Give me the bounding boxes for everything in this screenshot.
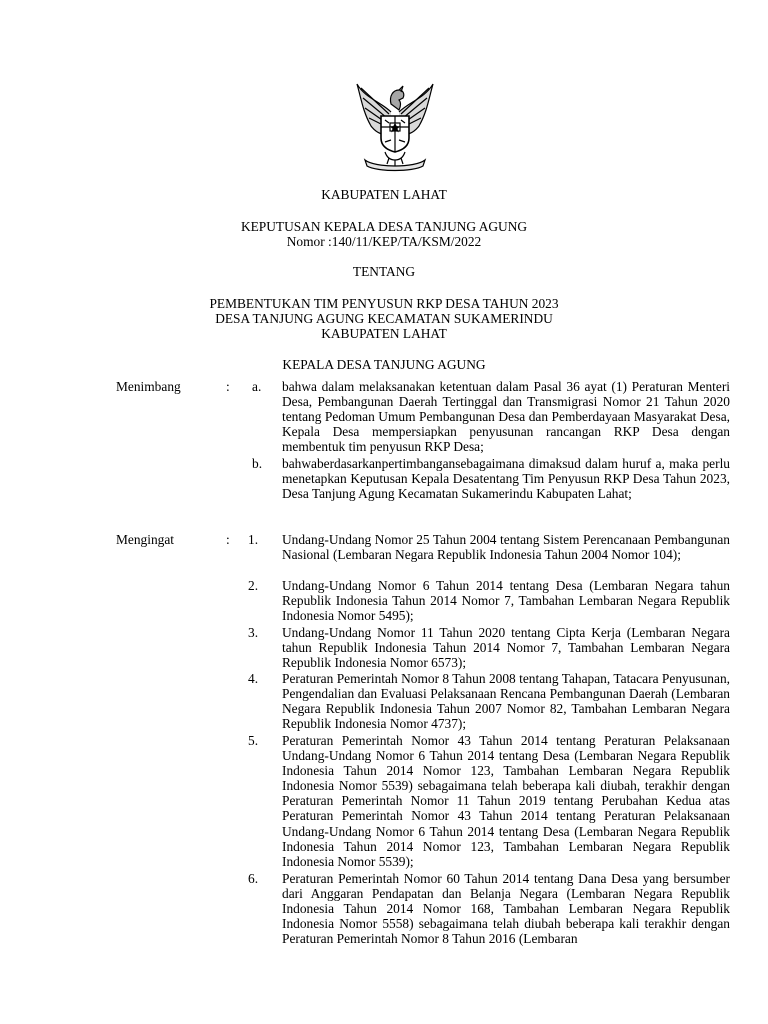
menimbang-item-b-marker: b. [252, 456, 263, 471]
menimbang-item-a-text: bahwa dalam melaksanakan ketentuan dalam Pasal 36 ayat (1) Peraturan Menteri Desa, Pembangunan Daerah Tertinggal dan Transmigrasi Nomor 21 Tahun 2020 tentang Pedoman Umum Pembangunan Desa dan Pemberdayaan Masyarakat Desa, Kepala Desa mempersiapkan penyusunan rancangan RKP Desa dengan membentuk tim penyusun RKP Desa; [282, 379, 730, 455]
menimbang-item-a-marker: a. [252, 379, 262, 394]
about-heading: TENTANG [352, 264, 416, 279]
subject-line-3: KABUPATEN LAHAT [321, 326, 447, 341]
subject-line-1: PEMBENTUKAN TIM PENYUSUN RKP DESA TAHUN 2023 [209, 296, 559, 311]
mengingat-item-6-marker: 6. [248, 871, 259, 886]
decree-title: KEPUTUSAN KEPALA DESA TANJUNG AGUNG [240, 219, 528, 234]
menimbang-label: Menimbang [116, 379, 181, 394]
official-title: KEPALA DESA TANJUNG AGUNG [282, 357, 486, 372]
mengingat-item-1-text: Undang-Undang Nomor 25 Tahun 2004 tentang Sistem Perencanaan Pembangunan Nasional (Lembaran Negara Republik Indonesia Tahun 2004 Nomor 104); [282, 532, 730, 563]
garuda-emblem-icon [351, 72, 439, 172]
regency-heading: KABUPATEN LAHAT [321, 187, 447, 202]
subject-line-2: DESA TANJUNG AGUNG KECAMATAN SUKAMERINDU [215, 311, 553, 326]
mengingat-item-5-text: Peraturan Pemerintah Nomor 43 Tahun 2014 tentang Peraturan Pelaksanaan Undang-Undang Nomor 6 Tahun 2014 tentang Desa (Lembaran Negara Republik Indonesia Tahun 2014 Nomor 123, Tambahan Lembaran Negara Republik Indonesia Nomor 5539) sebagaimana telah beberapa kali diubah, terakhir dengan Peraturan Pemerintah Nomor 11 Tahun 2019 tentang Perubahan Kedua atas Peraturan Pemerintah Nomor 43 Tahun 2014 tentang Peraturan Pelaksanaan Undang-Undang Nomor 6 Tahun 2014 tentang Desa (Lembaran Negara Republik Indonesia Tahun 2014 Nomor 123, Tambahan Lembaran Negara Republik Indonesia Nomor 5539); [282, 733, 730, 869]
mengingat-item-2-marker: 2. [248, 578, 259, 593]
mengingat-item-3-text: Undang-Undang Nomor 11 Tahun 2020 tentang Cipta Kerja (Lembaran Negara tahun Republik Indonesia Tahun 2014 Nomor 7, Tambahan Lembaran Negara Republik Indonesia Nomor 6573); [282, 625, 730, 671]
mengingat-item-4-marker: 4. [248, 671, 259, 686]
mengingat-item-6-text: Peraturan Pemerintah Nomor 60 Tahun 2014 tentang Dana Desa yang bersumber dari Anggaran Pendapatan dan Belanja Negara (Lembaran Negara Republik Indonesia Tahun 2014 Nomor 168, Tambahan Lembaran Negara Republik Indonesia Nomor 5558) sebagaimana telah diubah beberapa kali terakhir dengan Peraturan Pemerintah Nomor 8 Tahun 2016 (Lembaran [282, 871, 730, 947]
mengingat-item-4-text: Peraturan Pemerintah Nomor 8 Tahun 2008 tentang Tahapan, Tatacara Penyusunan, Pengendalian dan Evaluasi Pelaksanaan Rencana Pembangunan Daerah (Lembaran Negara Republik Indonesia Tahun 2007 Nomor 82, Tambahan Lembaran Negara Republik Indonesia Nomor 4737); [282, 671, 730, 732]
decree-number: Nomor :140/11/KEP/TA/KSM/2022 [286, 234, 482, 249]
menimbang-colon: : [226, 379, 230, 394]
mengingat-colon: : [226, 532, 230, 547]
menimbang-item-b-text: bahwaberdasarkanpertimbangansebagaimana dimaksud dalam huruf a, maka perlu menetapkan Keputusan Kepala Desatentang Tim Penyusun RKP Desa Tahun 2023, Desa Tanjung Agung Kecamatan Sukamerindu Kabupaten Lahat; [282, 456, 730, 502]
mengingat-item-1-marker: 1. [248, 532, 259, 547]
mengingat-item-5-marker: 5. [248, 733, 259, 748]
mengingat-label: Mengingat [116, 532, 175, 547]
mengingat-item-3-marker: 3. [248, 625, 259, 640]
mengingat-item-2-text: Undang-Undang Nomor 6 Tahun 2014 tentang Desa (Lembaran Negara tahun Republik Indonesia Tahun 2014 Nomor 7, Tambahan Lembaran Negara Republik Indonesia Nomor 5495); [282, 578, 730, 624]
